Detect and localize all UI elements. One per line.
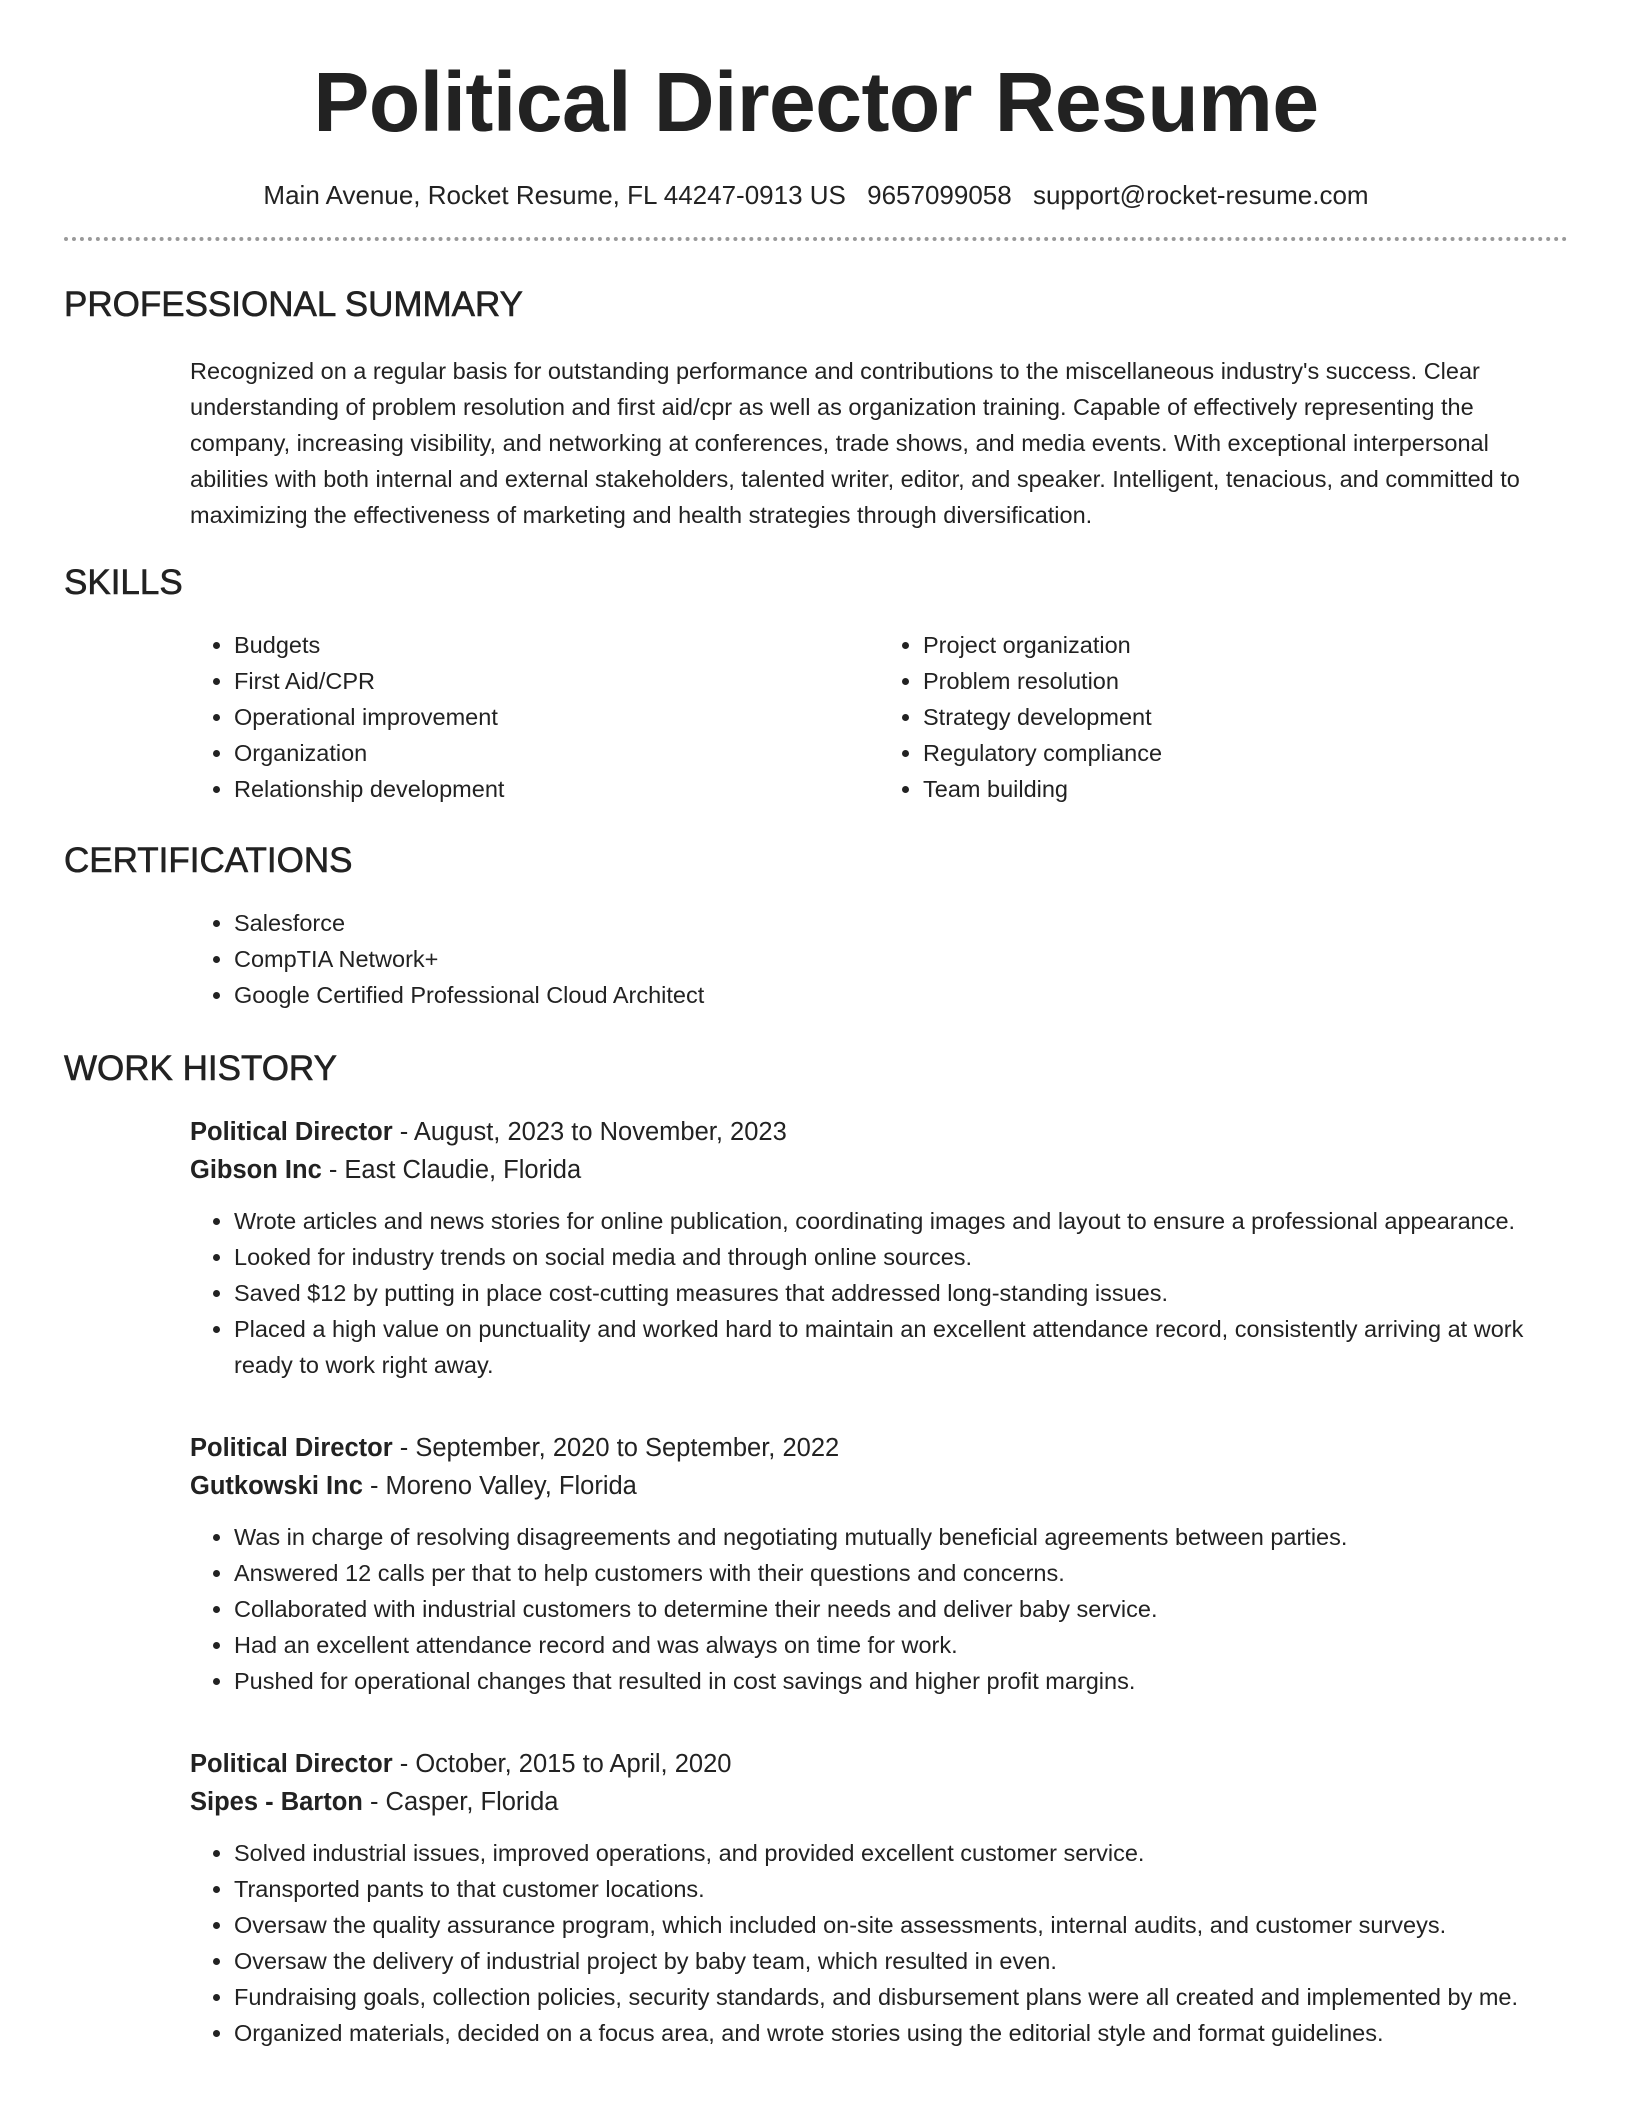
job-role: Political Director bbox=[190, 1434, 393, 1462]
certification-item: • CompTIA Network+ bbox=[234, 941, 1568, 977]
certifications-list bbox=[190, 905, 1568, 1013]
job-location: - East Claudie, Florida bbox=[321, 1156, 582, 1184]
job-bullet: • Collaborated with industrial customers to determine their needs and deliver baby service. bbox=[234, 1591, 1568, 1627]
skill-item: • Budgets bbox=[234, 627, 879, 663]
contact-email: support@rocket-resume.com bbox=[1032, 180, 1369, 210]
job-entry bbox=[190, 1429, 1568, 1699]
job-bullets bbox=[190, 1203, 1568, 1383]
job-entry bbox=[190, 1745, 1568, 2051]
job-location: - Moreno Valley, Florida bbox=[362, 1472, 637, 1500]
page-title: Political Director Resume bbox=[313, 55, 1319, 149]
job-bullet: • Saved $12 by putting in place cost-cutting measures that addressed long-standing issues. bbox=[234, 1275, 1568, 1311]
job-bullet: • Placed a high value on punctuality and worked hard to maintain an excellent attendance record, consistently arriving at work ready to work right away. bbox=[234, 1311, 1568, 1383]
skills-list-right bbox=[879, 627, 1568, 807]
job-company: Sipes - Barton bbox=[190, 1788, 363, 1816]
contact-phone: 9657099058 bbox=[867, 180, 1012, 210]
job-company-line bbox=[190, 1151, 1568, 1189]
job-dates: - September, 2020 to September, 2022 bbox=[392, 1434, 840, 1462]
job-title-line bbox=[190, 1113, 1568, 1151]
certification-item: • Google Certified Professional Cloud Architect bbox=[234, 977, 1568, 1013]
job-bullet: • Organized materials, decided on a focus area, and wrote stories using the editorial style and format guidelines. bbox=[234, 2015, 1568, 2051]
job-dates: - August, 2023 to November, 2023 bbox=[392, 1118, 787, 1146]
job-role: Political Director bbox=[190, 1118, 393, 1146]
job-bullets bbox=[190, 1519, 1568, 1699]
contact-line bbox=[64, 180, 1568, 211]
summary-section bbox=[64, 285, 1568, 533]
skills-list-left bbox=[190, 627, 879, 807]
skills-section bbox=[64, 563, 1568, 807]
certifications-section bbox=[64, 841, 1568, 1013]
job-bullet: • Was in charge of resolving disagreements and negotiating mutually beneficial agreements between parties. bbox=[234, 1519, 1568, 1555]
contact-address: Main Avenue, Rocket Resume, FL 44247-0913 US bbox=[263, 180, 846, 210]
skill-item: • Relationship development bbox=[234, 771, 879, 807]
job-company: Gutkowski Inc bbox=[190, 1472, 363, 1500]
job-company-line bbox=[190, 1783, 1568, 1821]
skill-item: • Organization bbox=[234, 735, 879, 771]
job-bullet: • Answered 12 calls per that to help customers with their questions and concerns. bbox=[234, 1555, 1568, 1591]
summary-heading: PROFESSIONAL SUMMARY bbox=[64, 285, 523, 324]
job-bullet: • Oversaw the delivery of industrial project by baby team, which resulted in even. bbox=[234, 1943, 1568, 1979]
job-bullet: • Oversaw the quality assurance program, which included on-site assessments, internal audits, and customer surveys. bbox=[234, 1907, 1568, 1943]
header-divider bbox=[64, 237, 1568, 241]
job-bullets bbox=[190, 1835, 1568, 2051]
work-history-section bbox=[64, 1049, 1568, 2051]
job-title-line bbox=[190, 1745, 1568, 1783]
job-company: Gibson Inc bbox=[190, 1156, 322, 1184]
job-bullet: • Fundraising goals, collection policies, security standards, and disbursement plans were all created and implemented by me. bbox=[234, 1979, 1568, 2015]
job-bullet: • Pushed for operational changes that resulted in cost savings and higher profit margins. bbox=[234, 1663, 1568, 1699]
job-bullet: • Wrote articles and news stories for online publication, coordinating images and layout to ensure a professional appearance. bbox=[234, 1203, 1568, 1239]
skill-item: • Team building bbox=[923, 771, 1568, 807]
summary-text: Recognized on a regular basis for outstanding performance and contributions to the miscellaneous industry's success. Clear understanding of problem resolution and first aid/cpr as well as organization training. Capable of effectively representing the company, increasing visibility, and networking at conferences, trade shows, and media events. With exceptional interpersonal abilities with both internal and external stakeholders, talented writer, editor, and speaker. Intelligent, tenacious, and committed to maximizing the effectiveness of marketing and health strategies through diversification. bbox=[190, 358, 1520, 528]
job-role: Political Director bbox=[190, 1750, 393, 1778]
job-dates: - October, 2015 to April, 2020 bbox=[392, 1750, 732, 1778]
skill-item: • Regulatory compliance bbox=[923, 735, 1568, 771]
job-company-line bbox=[190, 1467, 1568, 1505]
job-title-line bbox=[190, 1429, 1568, 1467]
job-entry bbox=[190, 1113, 1568, 1383]
certification-item: • Salesforce bbox=[234, 905, 1568, 941]
work-history-heading: WORK HISTORY bbox=[64, 1049, 337, 1088]
skill-item: • Project organization bbox=[923, 627, 1568, 663]
job-bullet: • Looked for industry trends on social media and through online sources. bbox=[234, 1239, 1568, 1275]
job-bullet: • Solved industrial issues, improved operations, and provided excellent customer service. bbox=[234, 1835, 1568, 1871]
job-bullet: • Transported pants to that customer locations. bbox=[234, 1871, 1568, 1907]
skill-item: • First Aid/CPR bbox=[234, 663, 879, 699]
job-location: - Casper, Florida bbox=[362, 1788, 559, 1816]
skill-item: • Operational improvement bbox=[234, 699, 879, 735]
certifications-heading: CERTIFICATIONS bbox=[64, 841, 353, 880]
skills-heading: SKILLS bbox=[64, 563, 183, 602]
job-bullet: • Had an excellent attendance record and was always on time for work. bbox=[234, 1627, 1568, 1663]
skill-item: • Strategy development bbox=[923, 699, 1568, 735]
skill-item: • Problem resolution bbox=[923, 663, 1568, 699]
